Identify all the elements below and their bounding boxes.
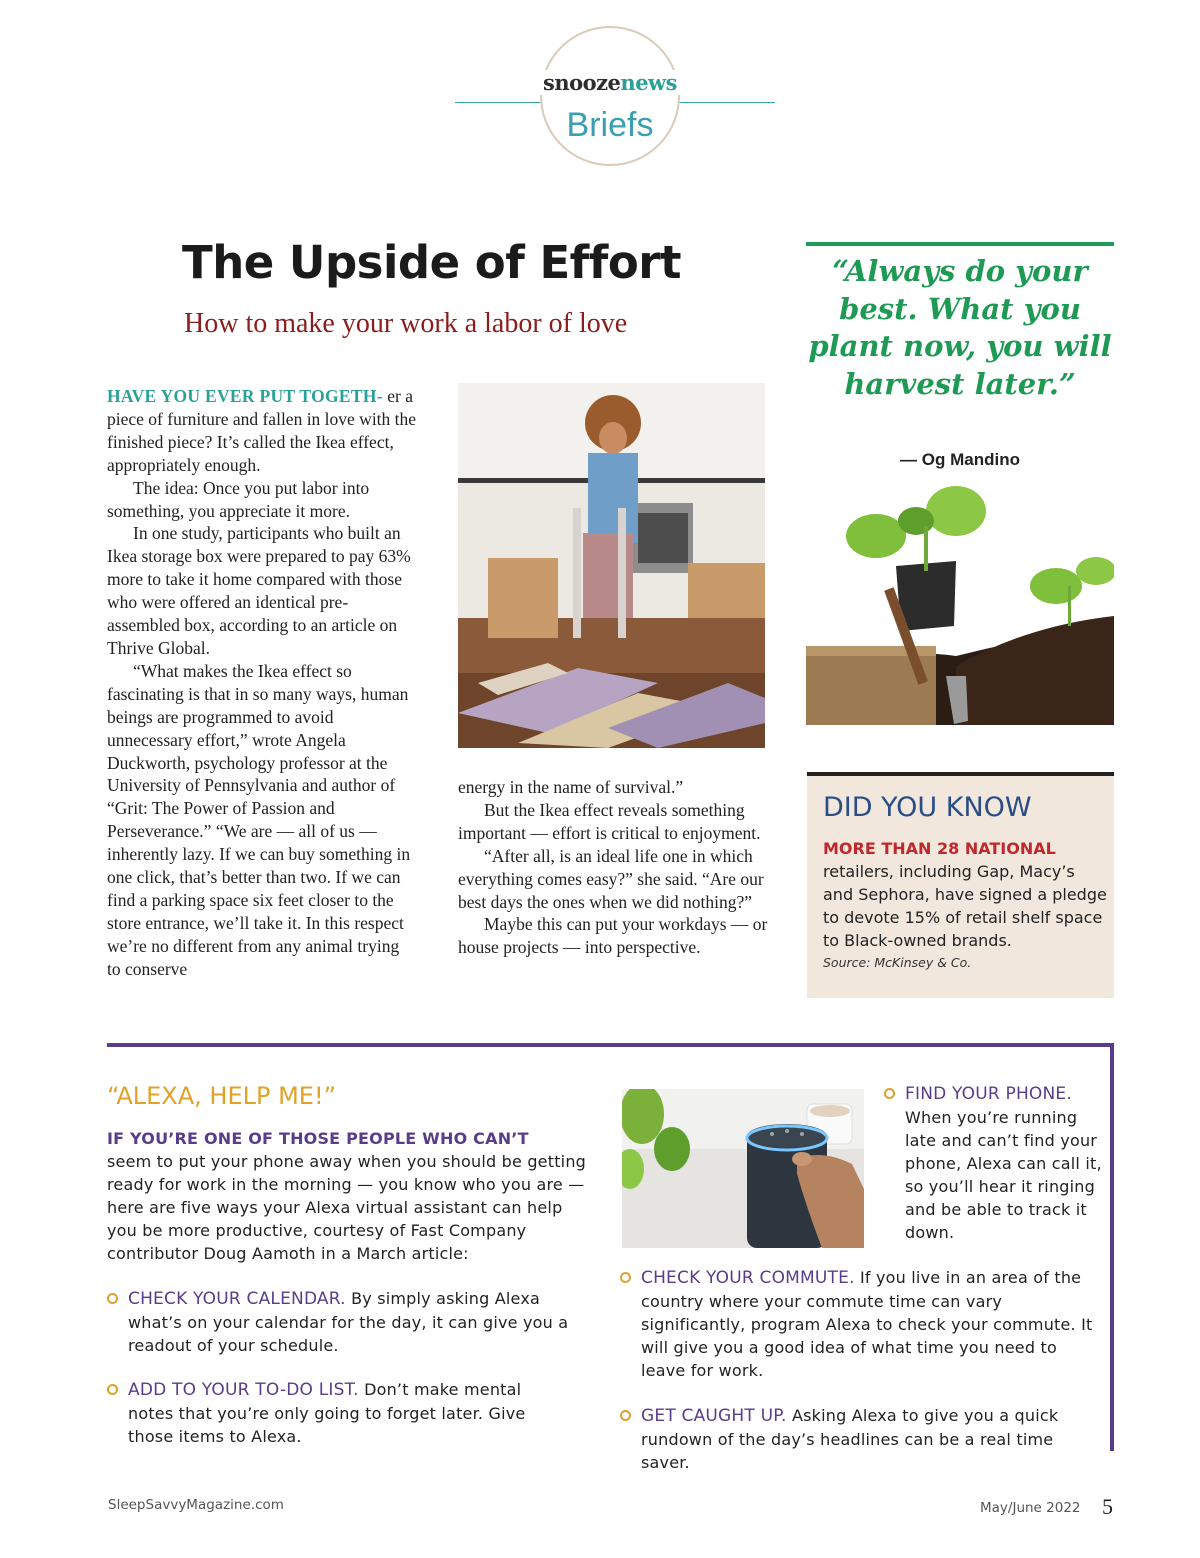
alexa-tip-find-phone: [884, 1082, 1104, 1244]
masthead-circle: [540, 26, 680, 166]
tip-text: If you live in an area of the country where your commute time can vary significantly, program Alexa to check your commute. It will give you a good idea of what time you need to leave for work.: [641, 1268, 1093, 1380]
tip-text: By simply asking Alexa what’s on your calendar for the day, it can give you a readout of your schedule.: [128, 1289, 569, 1355]
circle-bullet-icon: [884, 1088, 895, 1099]
article-subtitle: How to make your work a labor of love: [184, 308, 628, 339]
brand-suffix: news: [620, 70, 677, 95]
tip-body: [620, 1266, 1105, 1382]
section-label: Briefs: [566, 106, 654, 144]
tip-body: [107, 1378, 567, 1448]
quote-author: — Og Mandino: [900, 450, 1020, 469]
alexa-title: “ALEXA, HELP ME!”: [107, 1082, 337, 1110]
circle-bullet-icon: [620, 1272, 631, 1283]
alexa-tip-commute: [620, 1266, 1105, 1382]
circle-bullet-icon: [107, 1293, 118, 1304]
alexa-intro-text: seem to put your phone away when you should be getting ready for work in the morning — you know who you are — here are five ways your Alexa virtual assistant can help you be more productive, courtesy of Fast Company contributor Doug Aamoth in a March article:: [107, 1152, 587, 1263]
alexa-tip-todo: [107, 1378, 567, 1448]
brand-prefix: snooze: [543, 70, 621, 95]
article-lead-rest: er a piece of furniture and fallen in love with the finished piece? It’s called the Ikea effect, appropriately enough.: [107, 386, 417, 475]
article-paragraph: The idea: Once you put labor into something, you appreciate it more.: [107, 477, 370, 521]
article-paragraph: [107, 385, 417, 477]
plant-seedling-photo: [806, 476, 1114, 725]
article-paragraph: In one study, participants who built an Ikea storage box were prepared to pay 63% more to take it home compared with those who were offered an identical pre-assembled box, according to an article on Thrive Global.: [107, 523, 411, 658]
tip-heading: FIND YOUR PHONE.: [905, 1084, 1072, 1104]
page-number: 5: [1102, 1494, 1113, 1519]
article-paragraph: “After all, is an ideal life one in which everything comes easy?” she said. “Are our best days the ones when we did nothing?”: [458, 845, 764, 912]
pull-quote: “Always do your best. What you plant now, you will harvest later.”: [808, 254, 1112, 401]
footer-site: SleepSavvyMagazine.com: [108, 1497, 284, 1513]
furniture-assembly-photo: [458, 383, 765, 748]
article-paragraph: But the Ikea effect reveals something important — effort is critical to enjoyment.: [458, 799, 761, 843]
circle-bullet-icon: [107, 1384, 118, 1395]
footer-date: May/June 2022: [980, 1500, 1081, 1516]
masthead-brand: [540, 70, 680, 95]
alexa-section-right-rule: [1110, 1043, 1114, 1451]
alexa-section-top-rule: [107, 1043, 1114, 1047]
article-column-1: [107, 385, 417, 981]
did-you-know-title: DID YOU KNOW: [823, 792, 1032, 823]
tip-heading: GET CAUGHT UP.: [641, 1406, 787, 1426]
article-lead: HAVE YOU EVER PUT TOGETH-: [107, 386, 383, 406]
tip-heading: CHECK YOUR COMMUTE.: [641, 1268, 855, 1288]
did-you-know-body: [823, 837, 1108, 952]
alexa-tip-headlines: [620, 1404, 1105, 1474]
tip-text: Don’t make mental notes that you’re only going to forget later. Give those items to Alexa.: [128, 1380, 526, 1446]
tip-heading: ADD TO YOUR TO-DO LIST.: [128, 1380, 359, 1400]
article-paragraph: energy in the name of survival.”: [458, 777, 684, 797]
tip-text: Asking Alexa to give you a quick rundown of the day’s headlines can be a real time saver.: [641, 1406, 1059, 1472]
alexa-tip-calendar: [107, 1287, 577, 1357]
alexa-intro-lead: IF YOU’RE ONE OF THOSE PEOPLE WHO CAN’T: [107, 1129, 529, 1148]
article-paragraph: “What makes the Ikea effect so fascinating is that in so many ways, human beings are programmed to avoid unnecessary effort,” wrote Angela Duckworth, psychology professor at the University of Pennsylvania and author of “Grit: The Power of Passion and Perseverance.” “We are — all of us — inherently lazy. If we can buy something in one click, that’s better than two. If we can find a parking space six feet closer to the store entrance, we’ll take it. In this respect we’re no different from any animal trying to conserve: [107, 660, 411, 979]
alexa-intro: [107, 1127, 587, 1265]
article-title: The Upside of Effort: [182, 236, 681, 289]
article-paragraph: Maybe this can put your workdays — or house projects — into perspective.: [458, 914, 768, 958]
tip-body: [620, 1404, 1105, 1474]
quote-rule: [806, 242, 1114, 246]
tip-body: [107, 1287, 577, 1357]
tip-text: When you’re running late and can’t find your phone, Alexa can call it, so you’ll hear it ringing and be able to track it down.: [905, 1108, 1102, 1242]
smart-speaker-photo: [622, 1089, 864, 1248]
did-you-know-text: retailers, including Gap, Macy’s and Sephora, have signed a pledge to devote 15% of retail shelf space to Black-owned brands.: [823, 862, 1107, 950]
circle-bullet-icon: [620, 1410, 631, 1421]
did-you-know-lead: MORE THAN 28 NATIONAL: [823, 839, 1056, 858]
tip-heading: CHECK YOUR CALENDAR.: [128, 1289, 346, 1309]
tip-body: [884, 1082, 1104, 1244]
article-column-2: [458, 776, 768, 959]
did-you-know-source: Source: McKinsey & Co.: [823, 955, 972, 970]
